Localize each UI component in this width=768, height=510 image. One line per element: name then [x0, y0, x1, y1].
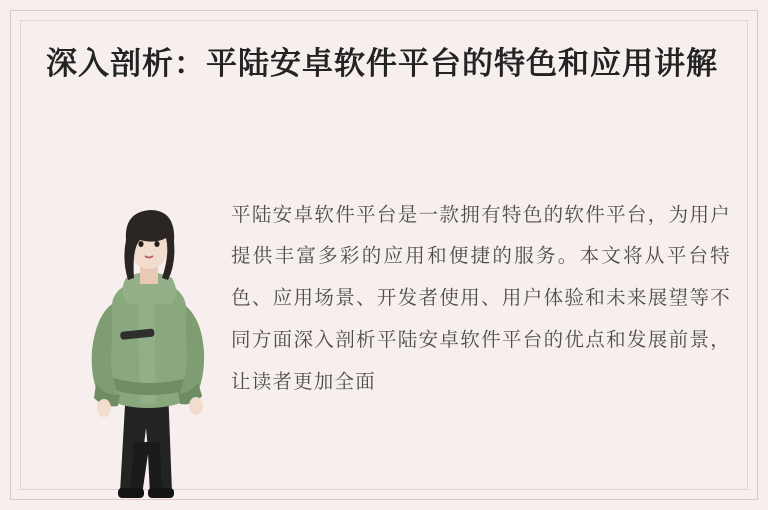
article-paragraph: 平陆安卓软件平台是一款拥有特色的软件平台，为用户提供丰富多彩的应用和便捷的服务。本文将从平台特色、应用场景、开发者使用、用户体验和未来展望等不同方面深入剖析平陆安卓软件平台的优点和发展前景，让读者更加全面 [231, 202, 731, 394]
article-body [46, 174, 736, 504]
page-title: 深入剖析：平陆安卓软件平台的特色和应用讲解 [46, 46, 718, 82]
fashion-model-illustration [64, 192, 214, 502]
document-content [46, 44, 731, 482]
